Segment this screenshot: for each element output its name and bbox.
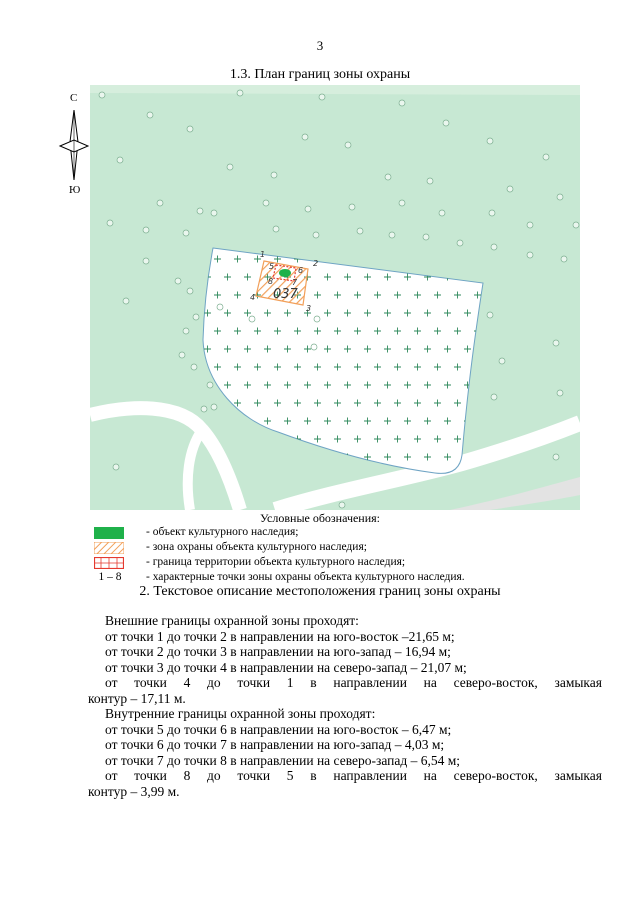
point-label-4: 4 [250, 293, 256, 302]
red-grid-swatch-icon [94, 557, 124, 569]
orange-hatch-swatch-icon [94, 542, 124, 554]
outer-line-5: контур – 17,11 м. [88, 690, 186, 706]
inner-line-1: от точки 5 до точки 6 в направлении на юго-восток – 6,47 м; [105, 721, 452, 737]
point-label-8: 8 [268, 277, 274, 286]
section-subtitle: 2. Текстовое описание местоположения границ зоны охраны [139, 584, 501, 599]
site-plan-map [90, 85, 580, 510]
legend-title: Условные обозначения: [259, 511, 381, 525]
points-range-label: 1 – 8 [98, 571, 122, 583]
inner-line-5: контур – 3,99 м. [88, 783, 180, 799]
outer-line-3: от точки 3 до точки 4 в направлении на северо-запад – 21,07 м; [105, 659, 467, 675]
page-number: 3 [316, 38, 324, 53]
point-label-1: 1 [260, 250, 266, 259]
zone-number-label: 037 [273, 287, 298, 302]
outer-line-4: от точки 4 до точки 1 в направлении на северо-восток, замыкая [105, 675, 602, 690]
outer-line-2: от точки 2 до точки 3 в направлении на юго-запад – 16,94 м; [105, 644, 451, 659]
point-label-2: 2 [313, 259, 319, 268]
inner-line-2: от точки 6 до точки 7 в направлении на юго-запад – 4,03 м; [105, 737, 445, 752]
boundary-description [88, 613, 602, 799]
section-title: 1.3. План границ зоны охраны [229, 67, 411, 82]
outer-line-1: от точки 1 до точки 2 в направлении на юго-восток –21,65 м; [105, 628, 455, 644]
point-label-3: 3 [306, 304, 312, 313]
inner-heading: Внутренние границы охранной зоны проходят: [105, 706, 376, 721]
compass-south-label: Ю [69, 184, 81, 196]
inner-line-4: от точки 8 до точки 5 в направлении на северо-восток, замыкая [105, 768, 602, 783]
point-label-5: 5 [269, 262, 275, 271]
outer-heading: Внешние границы охранной зоны проходят: [105, 613, 359, 628]
inner-line-3: от точки 7 до точки 8 в направлении на северо-запад – 6,54 м; [105, 752, 461, 768]
compass-north-label: С [70, 92, 78, 104]
point-label-6: 6 [298, 266, 304, 275]
point-label-7: 7 [292, 278, 298, 287]
green-fill-swatch-icon [94, 527, 124, 539]
